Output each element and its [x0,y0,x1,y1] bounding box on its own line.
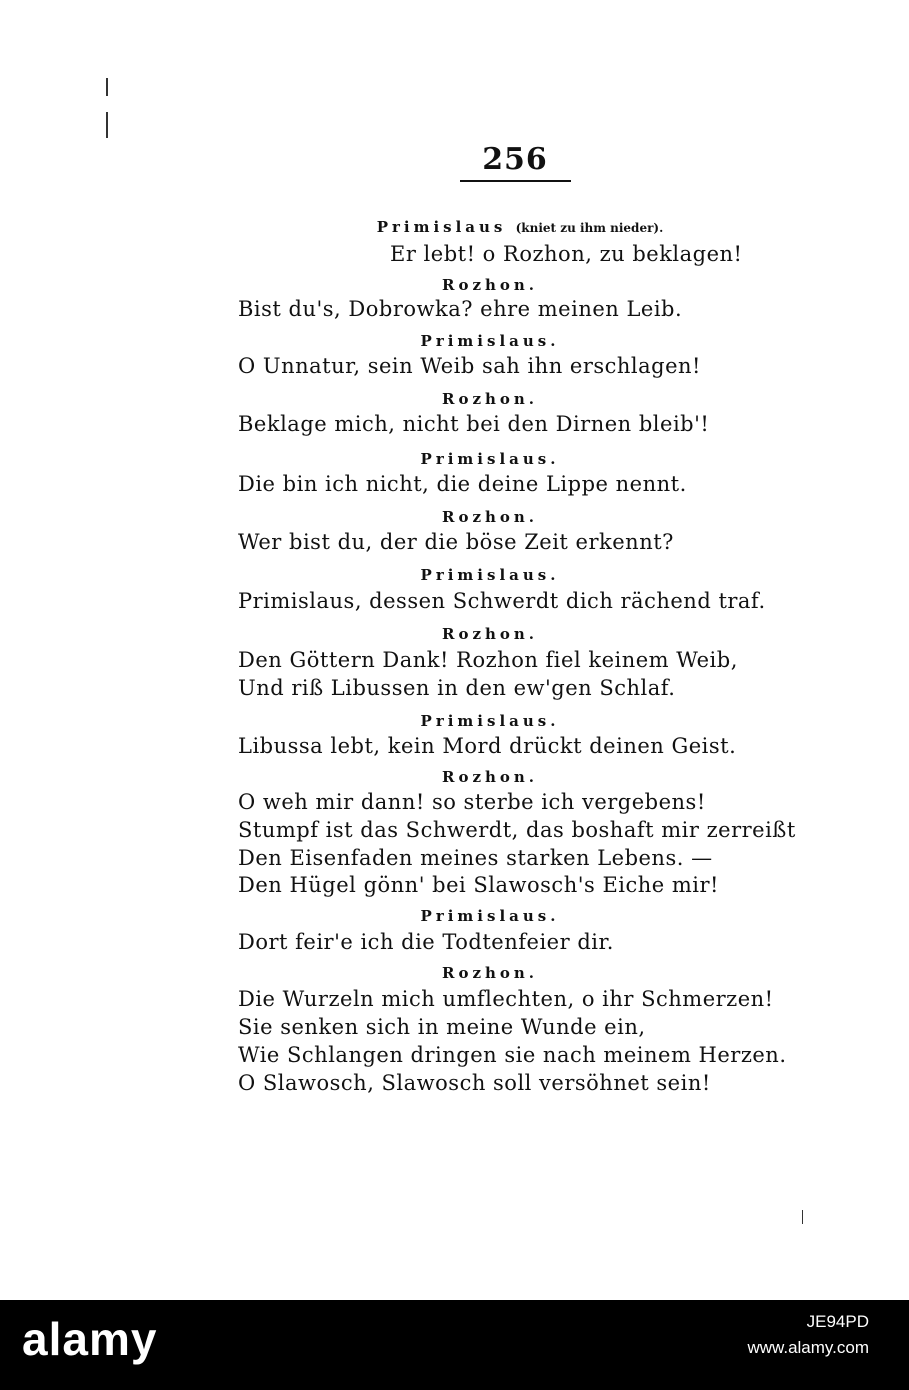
verse-line: Den Eisenfaden meines starken Lebens. — [238,846,713,870]
page-number-rule [460,180,571,182]
verse-line: Die Wurzeln mich umflechten, o ihr Schmerzen! [238,987,774,1011]
verse-line: Primislaus, dessen Schwerdt dich rächend traf. [238,589,766,613]
watermark-footer [0,1300,909,1390]
speaker-name: Rozhon. [441,768,539,786]
image-id: JE94PD [806,1312,869,1331]
page-edge-line [106,78,108,96]
verse-line: Den Hügel gönn' bei Slawosch's Eiche mir! [238,873,719,897]
verse-line: O weh mir dann! so sterbe ich vergebens! [238,790,706,814]
speaker-name: Rozhon. [441,390,539,408]
verse-line: O Slawosch, Slawosch soll versöhnet sein! [238,1071,711,1095]
speaker-name: Primislaus. [420,450,560,468]
verse-line: Den Göttern Dank! Rozhon fiel keinem Weib, [238,648,738,672]
verse-line: Die bin ich nicht, die deine Lippe nennt. [238,472,687,496]
verse-line: Wie Schlangen dringen sie nach meinem Herzen. [238,1043,787,1067]
verse-line: Libussa lebt, kein Mord drückt deinen Geist. [238,734,737,758]
site-url: www.alamy.com [747,1338,869,1357]
verse-line: Beklage mich, nicht bei den Dirnen bleib'! [238,412,710,436]
verse-line: Er lebt! o Rozhon, zu beklagen! [390,242,743,266]
page-edge-mark [802,1210,803,1224]
speaker-name: Rozhon. [441,508,539,526]
verse-line: Stumpf ist das Schwerdt, das boshaft mir zerreißt [238,818,796,842]
stage-direction: (kniet zu ihm nieder). [515,221,664,235]
page-edge-line [106,112,108,138]
speaker-name [370,218,670,236]
verse-line: O Unnatur, sein Weib sah ihn erschlagen! [238,354,701,378]
verse-line: Bist du's, Dobrowka? ehre meinen Leib. [238,297,683,321]
verse-line: Dort feir'e ich die Todtenfeier dir. [238,930,614,954]
speaker-name: Primislaus. [420,566,560,584]
brand-logo: alamy [22,1313,158,1365]
speaker-name: Primislaus. [420,907,560,925]
speaker-name: Primislaus. [420,712,560,730]
verse-line: Wer bist du, der die böse Zeit erkennt? [238,530,674,554]
verse-line: Und riß Libussen in den ew'gen Schlaf. [238,676,676,700]
speaker-name: Primislaus. [420,332,560,350]
speaker-name: Rozhon. [441,625,539,643]
speaker-label: Primislaus [376,218,507,236]
speaker-name: Rozhon. [441,964,539,982]
speaker-name: Rozhon. [441,276,539,294]
page-number: 256 [482,142,548,177]
verse-line: Sie senken sich in meine Wunde ein, [238,1015,646,1039]
